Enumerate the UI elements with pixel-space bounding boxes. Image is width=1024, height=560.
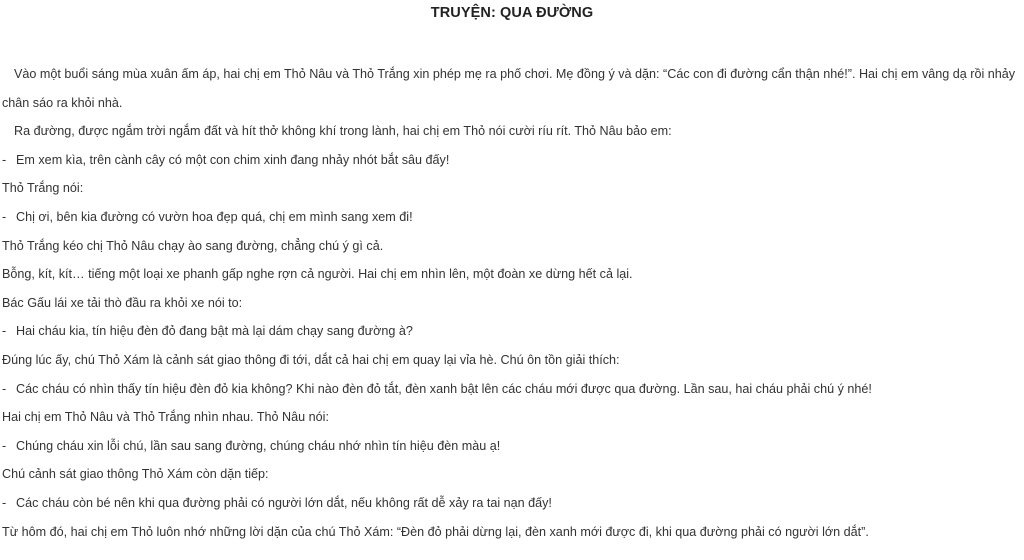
dialogue-text: Chúng cháu xin lỗi chú, lần sau sang đường, chúng cháu nhớ nhìn tín hiệu đèn màu ạ! [16, 438, 501, 453]
story-paragraph: Từ hôm đó, hai chị em Thỏ luôn nhớ những lời dặn của chú Thỏ Xám: “Đèn đỏ phải dừng lại, đèn xanh mới được đi, khi qua đường phải có người lớn dắt”. [2, 524, 869, 539]
dialogue-line [2, 432, 1020, 461]
story-paragraph: Hai chị em Thỏ Nâu và Thỏ Trắng nhìn nhau. Thỏ Nâu nói: [2, 410, 329, 425]
story-title: TRUYỆN: QUA ĐƯỜNG [430, 5, 594, 21]
story-paragraph: Ra đường, được ngắm trời ngắm đất và hít thở không khí trong lành, hai chị em Thỏ nói cười ríu rít. Thỏ Nâu bảo em: [14, 124, 672, 139]
story-paragraph: Bác Gấu lái xe tải thò đầu ra khỏi xe nói to: [2, 295, 243, 310]
dialogue-dash: - [2, 495, 7, 510]
dialogue-line [2, 203, 1020, 232]
dialogue-dash: - [2, 152, 7, 167]
story-paragraph: Bỗng, kít, kít… tiếng một loại xe phanh gấp nghe rợn cả người. Hai chị em nhìn lên, một đoàn xe dừng hết cả lại. [2, 267, 633, 282]
dialogue-dash: - [2, 381, 7, 396]
story-paragraph: Thỏ Trắng kéo chị Thỏ Nâu chạy ào sang đường, chẳng chú ý gì cả. [2, 238, 384, 253]
dialogue-line [2, 146, 1020, 175]
story-paragraph: Thỏ Trắng nói: [2, 181, 84, 196]
dialogue-text: Chị ơi, bên kia đường có vườn hoa đẹp quá, chị em mình sang xem đi! [16, 209, 413, 224]
dialogue-text: Em xem kìa, trên cành cây có một con chim xinh đang nhảy nhót bắt sâu đấy! [16, 152, 450, 167]
dialogue-dash: - [2, 209, 7, 224]
story-paragraph: Vào một buổi sáng mùa xuân ấm áp, hai chị em Thỏ Nâu và Thỏ Trắng xin phép mẹ ra phố chơi. Mẹ đồng ý và dặn: “Các con đi đường cẩn thận nhé!”. Hai chị em vâng dạ rồi nhảy chân sáo ra khỏi nhà. [2, 67, 1016, 110]
story-paragraph: Đúng lúc ấy, chú Thỏ Xám là cảnh sát giao thông đi tới, dắt cả hai chị em quay lại vỉa hè. Chú ôn tồn giải thích: [2, 352, 620, 367]
dialogue-dash: - [2, 324, 7, 339]
dialogue-dash: - [2, 438, 7, 453]
dialogue-line [2, 375, 1020, 404]
story-body [2, 60, 1020, 546]
dialogue-text: Các cháu còn bé nên khi qua đường phải có người lớn dắt, nếu không rất dễ xảy ra tai nạn đấy! [16, 495, 552, 510]
dialogue-line [2, 317, 1020, 346]
dialogue-text: Các cháu có nhìn thấy tín hiệu đèn đỏ kia không? Khi nào đèn đỏ tắt, đèn xanh bật lên các cháu mới được qua đường. Lần sau, hai cháu phải chú ý nhé! [16, 381, 872, 396]
dialogue-line [2, 489, 1020, 518]
story-paragraph: Chú cảnh sát giao thông Thỏ Xám còn dặn tiếp: [2, 467, 269, 482]
dialogue-text: Hai cháu kia, tín hiệu đèn đỏ đang bật mà lại dám chạy sang đường à? [16, 324, 413, 339]
